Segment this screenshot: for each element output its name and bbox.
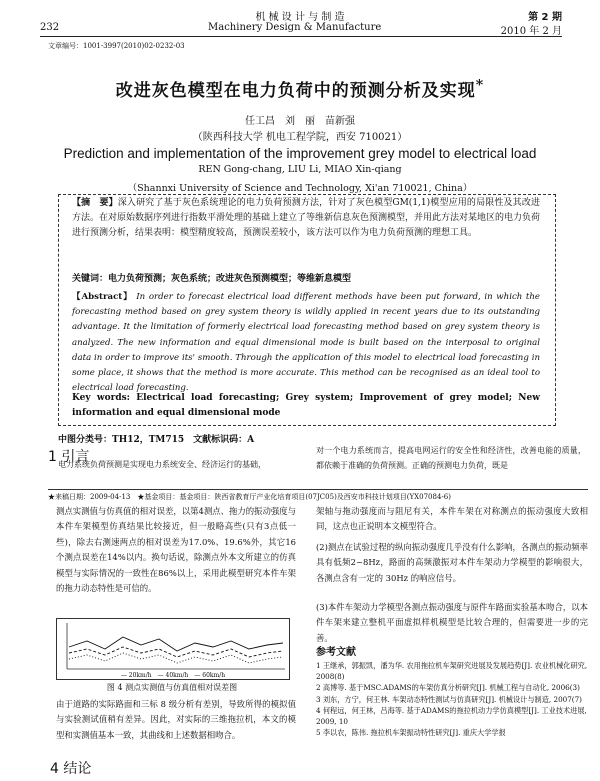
figure-caption: 图 4 测点实测值与仿真值相对误差图 [106, 683, 238, 692]
section-1-heading: 1 引言 [48, 449, 90, 465]
title-cn [0, 76, 600, 101]
keywords-cn: 关键词：电力负荷预测；灰色系统；改进灰色预测模型；等维新息模型 [72, 274, 352, 284]
references-heading: 参考文献 [316, 647, 356, 658]
abstract-en-text: In order to forecast electrical load different methods have been put forward, in which the forecasting method based on grey system theory is wildly applied in recent years due to its outstanding advantage. It the limitation of formerly electrical load forecasting method based on grey system theory is analyzed. The new information and equal dimensional mode is built based on the interposal to original data in order to improve its' smooth. Through the application of this model to electrical load forecasting in some place, it shows that the method is more accurate. This method can be recognised as an ideal tool to electrical load forecasting. [72, 292, 540, 394]
intro-right-text: 对一个电力系统而言，提高电网运行的安全性和经济性，改善电能的质量，都依赖于准确的负荷预测。正确的预测电力负荷，既是 [316, 446, 586, 470]
reference-item: 2 高博等. 基于MSC.ADAMS的车架仿真分析研究[J]. 机械工程与自动化, 2006(3) [316, 683, 580, 693]
page-number: 232 [40, 22, 60, 33]
article-number: 文章编号：1001-3997(2010)02-0232-03 [48, 42, 185, 50]
reference-item: 1 王继承，郭振凯，潘为华. 农用拖拉机车架研究进展及发展趋势[J]. 农业机械化研究, 2008(8) [316, 661, 588, 682]
figure-legend: — 20km/h — 40km/h — 60km/h [120, 672, 226, 679]
section-4-heading: 4 结论 [50, 761, 92, 777]
classification: 中图分类号：TH12，TM715 文献标识码：A [58, 435, 255, 445]
series-60kmh-line [69, 653, 283, 663]
affiliation-en: （Shannxi University of Science and Technology, Xi'an 710021, China） [127, 183, 473, 194]
footnote: ★来稿日期：2009-04-13 ★基金项目：基金项目：陕西省教育厅产业化培育项目(07JC05)及西安市科技计划项目(YX07084-6) [48, 489, 588, 502]
title-footnote-mark: * [475, 77, 485, 94]
abstract-cn-text: 深入研究了基于灰色系统理论的电力负荷预测方法，针对了灰色模型GM(1,1)模型应用的局限性及其改进方法。在对原始数据序列进行指数平滑处理的基础上建立了等维新信息灰色预测模型，并用此方法对某地区的电力负荷进行预测分析，结果表明：模型精度较高，预测误差较小，该方法可以作为电力负荷预测的理想工具。 [72, 198, 541, 238]
reference-item: 4 何程远，何王林，吕海等. 基于ADAMS的拖拉机动力学仿真模型[J]. 工业技术进展, 2009, 10 [316, 705, 587, 727]
right-column-text-3: (3)本件车架动力学模型各测点振动强度与原件车路面实验基本吻合，以本件车架来建立整机平面虚拟样机模型是比较合理的，但需要进一步的完善。 [316, 602, 588, 643]
title-en: Prediction and implementation of the improvement grey model to electrical load [63, 146, 537, 161]
left-column-text: 测点实测值与仿真值的相对误差，以第4测点、拖力的振动强度与本件车架模型仿真结果比较接近，但一般略高些(只有3点低一些)，除去右测速两点的相对误差为17.0%、19.6%外，其它16个测点误差在14%以内。换句话说，除测点外本文所建立的仿真模型与实际情况的一致性在86%以上，采用此模型研究本件车架的拖力动态特性是可信的。 [56, 506, 296, 594]
abstract-cn [72, 196, 540, 241]
issue-number: 第 2 期 [528, 12, 562, 23]
abstract-en [72, 290, 540, 396]
reference-item: 5 李以农，陈伟. 拖拉机车架振动特性研究[J]. 重庆大学学报 [316, 728, 506, 738]
journal-name-en: Machinery Design & Manufacture [208, 22, 382, 33]
issue-date: 2010 年 2 月 [500, 26, 562, 37]
journal-name-cn: 机 械 设 计 与 制 造 [255, 12, 345, 23]
keywords-en: Key words: Electrical load forecasting; Grey system; Improvement of grey model; New information and equal dimensional mode [72, 393, 540, 418]
affiliation-cn: （陕西科技大学 机电工程学院，西安 710021） [192, 132, 408, 143]
references-list [316, 660, 588, 738]
abstract-en-label: 【Abstract】 [72, 292, 133, 302]
authors-en: REN Gong-chang, LIU Li, MIAO Xin-qiang [198, 164, 402, 175]
left-bottom-text: 由于道路的实际路面和三标 8 级分析有差别，导致所得的模拟值与实验测试值稍有差异。因此，对实际的三维拖拉机，本文的模型和实测值基本一致，其曲线和上述数据相吻合。 [56, 699, 296, 740]
authors-cn: 任工昌 刘 丽 苗新强 [245, 116, 355, 127]
title-cn-text: 改进灰色模型在电力负荷中的预测分析及实现 [115, 81, 476, 101]
section-1-text: 电力系统负荷预测是实现电力系统安全、经济运行的基础， [58, 460, 266, 469]
reference-item: 3 刘东，方宁，何王林. 车架动态特性测试与仿真研究[J]. 机械设计与制造, 2007(7) [316, 694, 582, 704]
running-header [40, 22, 562, 37]
right-column-text-1: 架轴与拖动强度而与阻尼有关，本件车架在对称测点的振动强度大致相同，这点也正说明本文模型符合。 [316, 506, 588, 532]
abstract-cn-label: 【摘 要】 [72, 198, 118, 208]
series-20kmh-line [69, 637, 283, 651]
right-column-text-2: (2)测点在试验过程的纵向振动强度几乎没有什么影响，各测点的振动频率具有低频2~8Hz，路面的高频激振对本件车架动力学模型的影响很大，各测点含有一定的 30Hz 的响应信号。 [316, 542, 588, 583]
